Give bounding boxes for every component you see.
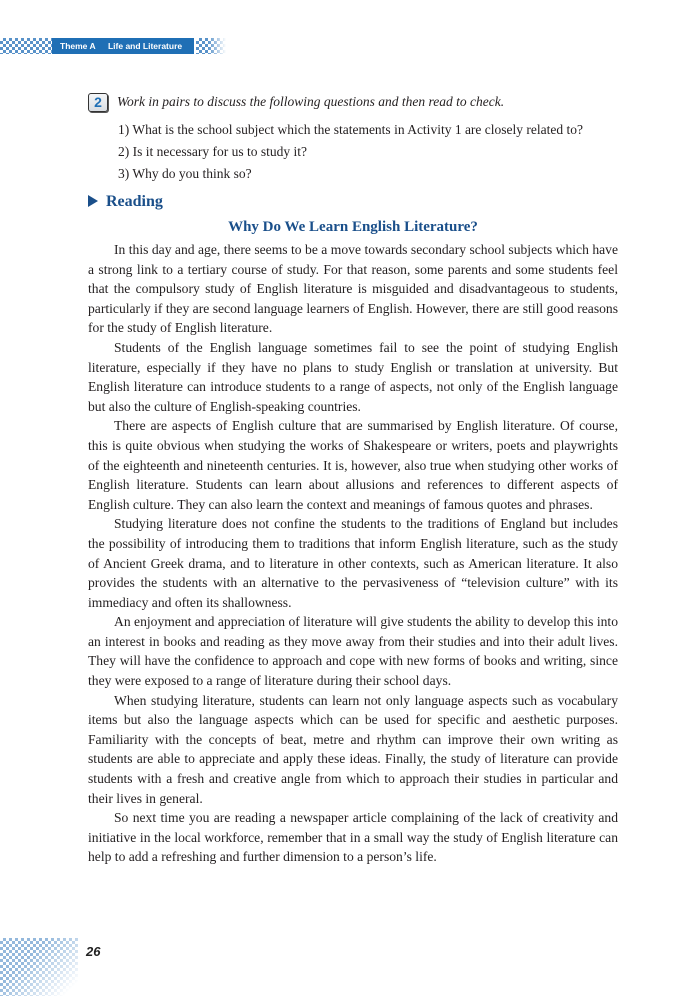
article-paragraph: An enjoyment and appreciation of literature will give students the ability to develop this into an interest in books and reading as they move away from their studies and into their adult lives. They will have the confidence to approach and cope with new forms of books and writing, since they were exposed to a range of literature during their school days. xyxy=(88,614,618,689)
article-paragraph: In this day and age, there seems to be a move towards secondary school subjects which have a strong link to a tertiary course of study. For that reason, some parents and some students feel that the compulsory study of English literature is misguided and disadvantageous to students, particularly if they are second language learners of English. However, there are still good reasons for the study of English literature. xyxy=(88,242,618,336)
article-paragraph: So next time you are reading a newspaper article complaining of the lack of creativity and initiative in the local workforce, remember that in a small way the study of English literature can help to add a refreshing and further dimension to a person’s life. xyxy=(88,810,618,865)
footer-checker-pattern xyxy=(0,938,78,996)
article-paragraph: There are aspects of English culture that are summarised by English literature. Of course, this is quite obvious when studying the works of Shakespeare or writers, poets and playwrights of the eighteenth and nineteenth centuries. It is, however, also true when studying other works of English literature. Students can learn about allusions and references to different aspects of English culture. They can also learn the context and meanings of famous quotes and phrases. xyxy=(88,418,618,512)
article-title: Why Do We Learn English Literature? xyxy=(228,219,478,235)
reading-label: Reading xyxy=(106,193,163,210)
theme-title: Life and Literature xyxy=(107,41,183,51)
article-body xyxy=(88,240,618,867)
question-list xyxy=(118,119,583,185)
activity-number-badge: 2 xyxy=(88,93,108,112)
question-item: 3) Why do you think so? xyxy=(118,166,252,181)
theme-label: Theme A xyxy=(60,41,96,51)
article-paragraph: Students of the English language sometimes fail to see the point of studying English literature, especially if they have no plans to study English or translation at university. But English literature can introduce students to a range of aspects, not only of the English language but also the culture of English-speaking countries. xyxy=(88,339,618,414)
article-paragraph: Studying literature does not confine the students to the traditions of England but includes the possibility of introducing them to traditions that inform English literature, such as the study of Ancient Greek drama, and to literature in other contexts, such as American literature. It also provides the students with an alternative to the pervasiveness of “television culture” with its immediacy and often its shallowness. xyxy=(88,516,618,610)
header-checker-pattern-right xyxy=(196,38,226,54)
activity-instruction: Work in pairs to discuss the following questions and then read to check. xyxy=(117,94,505,109)
triangle-bullet-icon xyxy=(88,195,98,207)
page-number: 26 xyxy=(86,944,101,959)
theme-banner xyxy=(52,38,194,54)
article-paragraph: When studying literature, students can learn not only language aspects such as vocabulary items but also the language aspects which can be used for specific and aesthetic purposes. Familiarity with the concepts of beat, metre and rhythm can improve their own writing as students are able to appreciate and apply these ideas. Finally, the study of literature can provide students with a fresh and creative angle from which to approach their studies in particular and their lives in general. xyxy=(88,692,618,806)
question-item: 1) What is the school subject which the statements in Activity 1 are closely related to? xyxy=(118,122,583,137)
reading-section-heading xyxy=(88,193,163,211)
question-item: 2) Is it necessary for us to study it? xyxy=(118,144,307,159)
header-checker-pattern-left xyxy=(0,38,52,54)
